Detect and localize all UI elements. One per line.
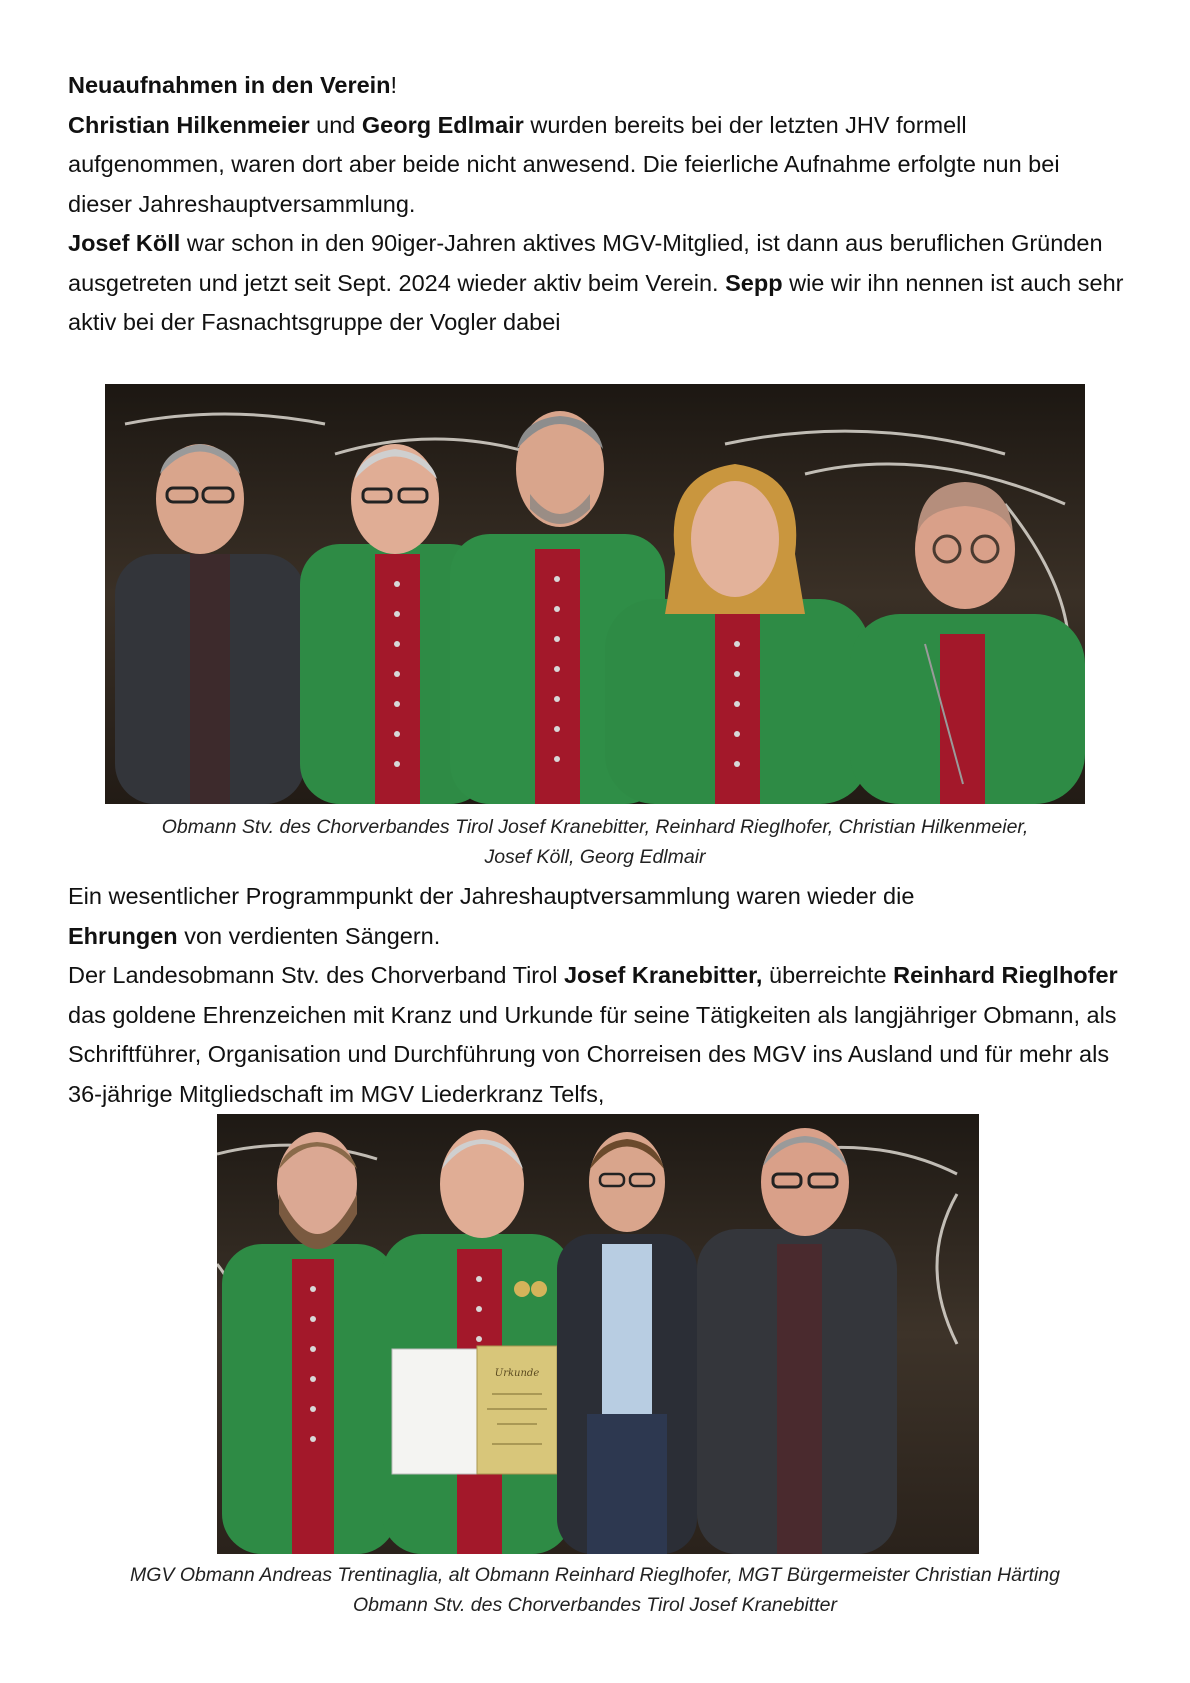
group-photo-new-members bbox=[105, 384, 1085, 804]
section-heading: Neuaufnahmen in den Verein bbox=[68, 72, 391, 98]
member-name: Georg Edlmair bbox=[361, 111, 524, 138]
person-name: Reinhard Rieglhofer bbox=[893, 962, 1118, 988]
photo2-caption: MGV Obmann Andreas Trentinaglia, alt Obmann Reinhard Rieglhofer, MGT Bürgermeister Christian Härting Obmann Stv. des Chorverbandes Tirol Josef Kranebitter bbox=[130, 1564, 1060, 1616]
photo1-caption: Obmann Stv. des Chorverbandes Tirol Josef Kranebitter, Reinhard Rieglhofer, Christian Hilkenmeier, Josef Köll, Georg Edlmair bbox=[161, 816, 1029, 868]
honors-paragraph: Ein wesentlicher Programmpunkt der Jahreshauptversammlung waren wieder die Ehrungen von verdienten Sängern. Der Landesobmann Stv. des Chorverband Tirol Josef Kranebitter, überreichte Reinhard Rieglhofer das goldene Ehrenzeichen mit Kranz und Urkunde für seine Tätigkeiten als langjähriger Obmann, als Schriftführer, Organisation und Durchführung von Chorreisen des MGV ins Ausland und für mehr als 36-jährige Mitgliedschaft im MGV Liederkranz Telfs, bbox=[68, 883, 1118, 1107]
person-name: Josef Kranebitter, bbox=[563, 962, 763, 988]
member-name: Sepp bbox=[725, 269, 783, 296]
intro-paragraph: Neuaufnahmen in den Verein! Christian Hilkenmeier und Georg Edlmair wurden bereits bei der letzten JHV formell aufgenommen, waren dort aber beide nicht anwesend. Die feierliche Aufnahme erfolgte nun bei dieser Jahreshauptversammlung. Josef Köll war schon in den 90iger-Jahren aktives MGV-Mitglied, ist dann aus beruflichen Gründen ausgetreten und jetzt seit Sept. 2024 wieder aktiv beim Verein. Sepp wie wir ihn nennen ist auch sehr aktiv bei der Fasnachtsgruppe der Vogler dabei bbox=[68, 72, 1124, 335]
group-photo-illustration bbox=[105, 384, 1085, 804]
honors-photo-illustration bbox=[217, 1114, 979, 1554]
honors-keyword: Ehrungen bbox=[68, 922, 178, 949]
certificate-title: Urkunde bbox=[494, 1368, 540, 1379]
honors-photo bbox=[217, 1114, 979, 1554]
member-name: Christian Hilkenmeier bbox=[68, 111, 310, 138]
member-name: Josef Köll bbox=[68, 230, 181, 256]
certificate bbox=[392, 1346, 557, 1474]
